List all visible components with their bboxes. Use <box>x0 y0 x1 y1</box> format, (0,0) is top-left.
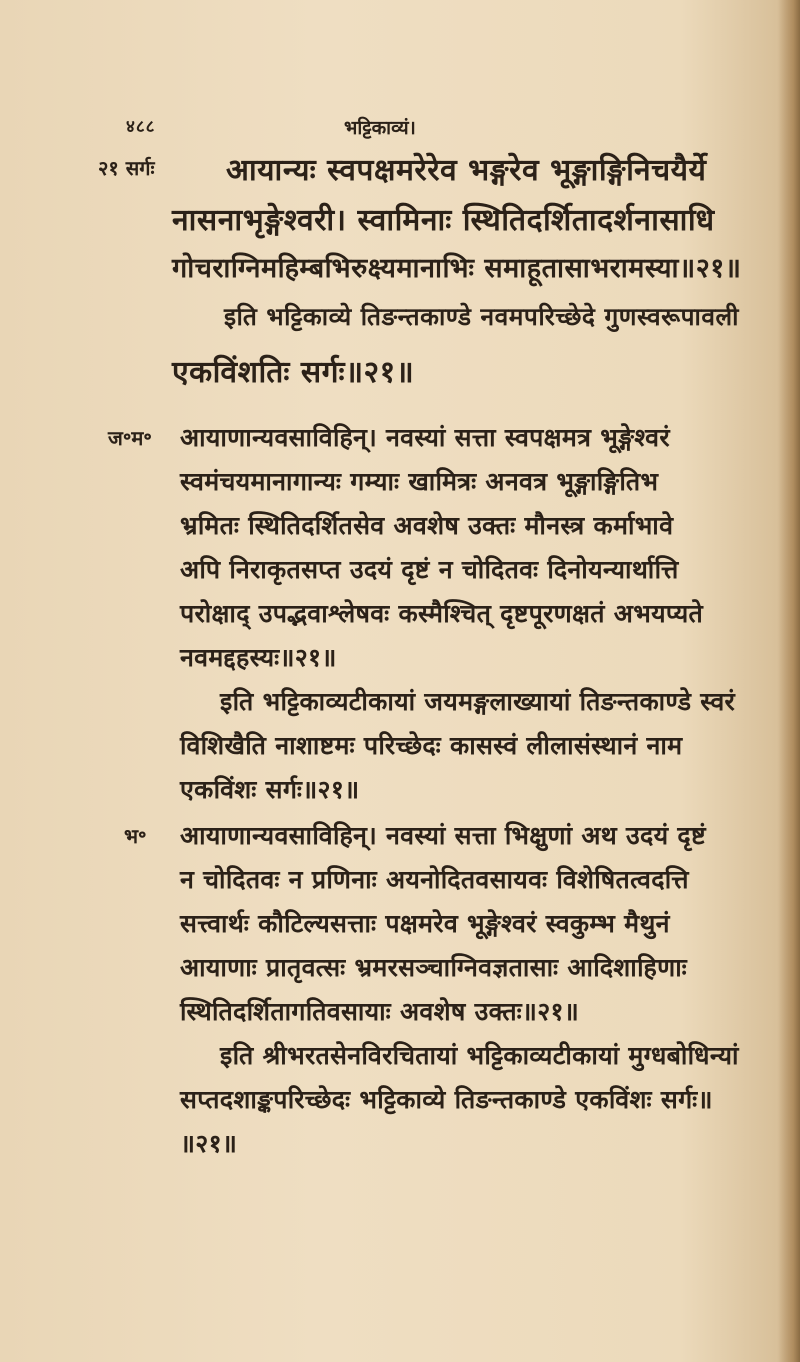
commentary-line: आयाणान्यवसाविहिन्। नवस्यां सत्ता स्वपक्षमत्र भूङ्गेश्वरं <box>180 423 670 452</box>
commentary-colophon-line: एकविंशः सर्गः॥२१॥ <box>180 775 360 804</box>
verse-colophon-line: इति भट्टिकाव्ये तिङन्तकाण्डे नवमपरिच्छेदे गुणस्वरूपावली <box>224 302 739 331</box>
page-edge-shadow <box>778 0 800 1362</box>
commentary-line: न चोदितवः न प्रणिनाः अयनोदितवसायवः विशेषितत्वदत्ति <box>180 865 689 894</box>
verse-line: आयान्यः स्वपक्षमरेरेव भङ्गरेव भूङ्गाङ्गिनिचयैर्ये <box>226 153 707 188</box>
commentary-line: स्थितिदर्शितागतिवसायाः अवशेष उक्तः॥२१॥ <box>180 997 580 1026</box>
verse-colophon-line: एकविंशतिः सर्गः॥२१॥ <box>172 355 415 390</box>
commentary-colophon-line: विशिखैति नाशाष्टमः परिच्छेदः कासस्वं लीलासंस्थानं नाम <box>180 731 683 760</box>
verse-line: नासनाभृङ्गेश्वरी। स्वामिनाः स्थितिदर्शितादर्शनासाधि <box>172 203 715 238</box>
commentary-colophon-line: इति भट्टिकाव्यटीकायां जयमङ्गलाख्यायां तिङन्तकाण्डे स्वरं <box>220 687 736 716</box>
commentary-colophon-line: सप्तदशाङ्कपरिच्छेदः भट्टिकाव्ये तिङन्तकाण्डे एकविंशः सर्गः॥ <box>180 1085 713 1114</box>
verse-number-label: २१ सर्गः <box>98 156 155 180</box>
commentary-line: आयाणान्यवसाविहिन्। नवस्यां सत्ता भिक्षुणां अथ उदयं दृष्टं <box>180 821 706 850</box>
page-number: ४८८ <box>126 117 156 137</box>
commentary-label: भ॰ <box>124 824 147 848</box>
commentary-end-mark: ॥२१॥ <box>180 1129 238 1158</box>
commentary-line: अपि निराकृतसप्त उदयं दृष्टं न चोदितवः दिनोयन्यार्थात्ति <box>180 555 679 584</box>
commentary-colophon-line: इति श्रीभरतसेनविरचितायां भट्टिकाव्यटीकायां मुग्धबोधिन्यां <box>220 1041 739 1070</box>
commentary-line: नवमद्दहस्यः॥२१॥ <box>180 643 337 672</box>
commentary-label: ज॰म॰ <box>108 426 152 450</box>
book-title: भट्टिकाव्यं। <box>344 117 416 139</box>
verse-line: गोचराग्निमहिम्बभिरुक्ष्यमानाभिः समाहूतासाभरामस्या॥२१॥ <box>172 253 742 284</box>
commentary-line: सत्त्वार्थः कौटिल्यसत्ताः पक्षमरेव भूङ्गेश्वरं स्वकुम्भ मैथुनं <box>180 909 670 938</box>
commentary-line: परोक्षाद् उपद्भवाश्लेषवः कस्मैश्चित् दृष्टपूरणक्षतं अभयप्यते <box>180 599 704 628</box>
commentary-line: स्वमंचयमानागान्यः गम्याः खामित्रः अनवत्र भूङ्गाङ्गितिभ <box>180 467 659 496</box>
commentary-line: भ्रमितः स्थितिदर्शितसेव अवशेष उक्तः मौनस्त्र कर्माभावे <box>180 511 674 540</box>
running-head <box>0 114 800 140</box>
commentary-line: आयाणाः प्रातृवत्सः भ्रमरसञ्चाग्निवज्ञतासाः आदिशाहिणाः <box>180 953 688 982</box>
